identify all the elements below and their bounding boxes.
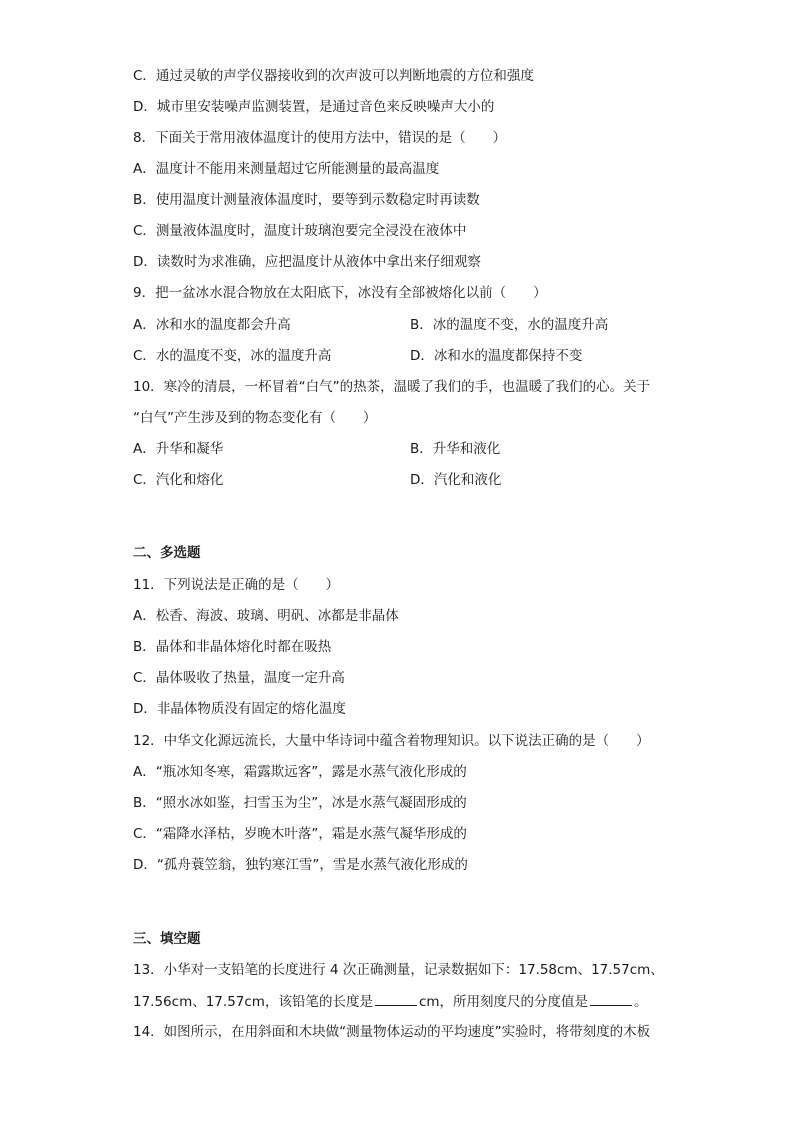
q9-option-d: D．冰和水的温度都保持不变 bbox=[410, 348, 583, 364]
q9-option-c: C．水的温度不变，冰的温度升高 bbox=[133, 348, 332, 364]
q9-option-b: B．冰的温度不变，水的温度升高 bbox=[410, 317, 609, 333]
q12-option-a: A．“瓶冰知冬寒，霜露欺远客”，露是水蒸气液化形成的 bbox=[133, 764, 467, 780]
q11-option-a: A．松香、海波、玻璃、明矾、冰都是非晶体 bbox=[133, 608, 399, 624]
q13-text-part3: 。 bbox=[634, 994, 648, 1010]
q12-stem: 12．中华文化源远流长，大量中华诗词中蕴含着物理知识。以下说法正确的是（ ） bbox=[133, 733, 650, 749]
q11-stem: 11．下列说法是正确的是（ ） bbox=[133, 577, 340, 593]
q7-option-c: C．通过灵敏的声学仪器接收到的次声波可以判断地震的方位和强度 bbox=[133, 68, 534, 84]
q11-option-d: D．非晶体物质没有固定的熔化温度 bbox=[133, 701, 346, 717]
q13-text-part1: 17.56cm、17.57cm，该铅笔的长度是 bbox=[133, 994, 373, 1010]
q14-stem-line1: 14．如图所示，在用斜面和木块做“测量物体运动的平均速度”实验时，将带刻度的木板 bbox=[133, 1024, 651, 1040]
q10-option-a: A．升华和凝华 bbox=[133, 441, 224, 457]
q10-stem-line2: “白气”产生涉及到的物态变化有（ ） bbox=[133, 410, 377, 426]
q8-option-b: B．使用温度计测量液体温度时，要等到示数稳定时再读数 bbox=[133, 192, 480, 208]
q8-stem: 8．下面关于常用液体温度计的使用方法中，错误的是（ ） bbox=[133, 130, 507, 146]
q11-option-c: C．晶体吸收了热量，温度一定升高 bbox=[133, 670, 345, 686]
q12-option-c: C．“霜降水泽枯，岁晚木叶落”，霜是水蒸气凝华形成的 bbox=[133, 826, 467, 842]
q13-answer-blank-length[interactable] bbox=[375, 991, 417, 1006]
q9-stem: 9．把一盆冰水混合物放在太阳底下，冰没有全部被熔化以前（ ） bbox=[133, 285, 547, 301]
q12-option-b: B．“照水冰如鉴，扫雪玉为尘”，冰是水蒸气凝固形成的 bbox=[133, 795, 467, 811]
q10-option-c: C．汽化和熔化 bbox=[133, 472, 224, 488]
q8-option-a: A．温度计不能用来测量超过它所能测量的最高温度 bbox=[133, 161, 440, 177]
q8-option-d: D．读数时为求准确，应把温度计从液体中拿出来仔细观察 bbox=[133, 254, 481, 270]
section-fill-blank-title: 三、填空题 bbox=[133, 931, 201, 947]
q7-option-d: D．城市里安装噪声监测装置，是通过音色来反映噪声大小的 bbox=[133, 99, 495, 115]
q8-option-c: C．测量液体温度时，温度计玻璃泡要完全浸没在液体中 bbox=[133, 223, 467, 239]
q13-stem-line1: 13．小华对一支铅笔的长度进行 4 次正确测量，记录数据如下：17.58cm、17.57cm、 bbox=[133, 962, 664, 978]
q13-text-part2: cm，所用刻度尺的分度值是 bbox=[418, 994, 589, 1010]
q10-stem-line1: 10．寒冷的清晨，一杯冒着“白气”的热茶，温暖了我们的手，也温暖了我们的心。关于 bbox=[133, 379, 651, 395]
q10-option-b: B．升华和液化 bbox=[410, 441, 501, 457]
q12-option-d: D．“孤舟蓑笠翁，独钓寒江雪”，雪是水蒸气液化形成的 bbox=[133, 857, 468, 873]
q10-option-d: D．汽化和液化 bbox=[410, 472, 502, 488]
q9-option-a: A．冰和水的温度都会升高 bbox=[133, 317, 291, 333]
section-multiple-choice-title: 二、多选题 bbox=[133, 545, 201, 561]
q11-option-b: B．晶体和非晶体熔化时都在吸热 bbox=[133, 639, 332, 655]
q13-answer-blank-division[interactable] bbox=[590, 991, 632, 1006]
q13-stem-line2 bbox=[133, 991, 648, 1012]
